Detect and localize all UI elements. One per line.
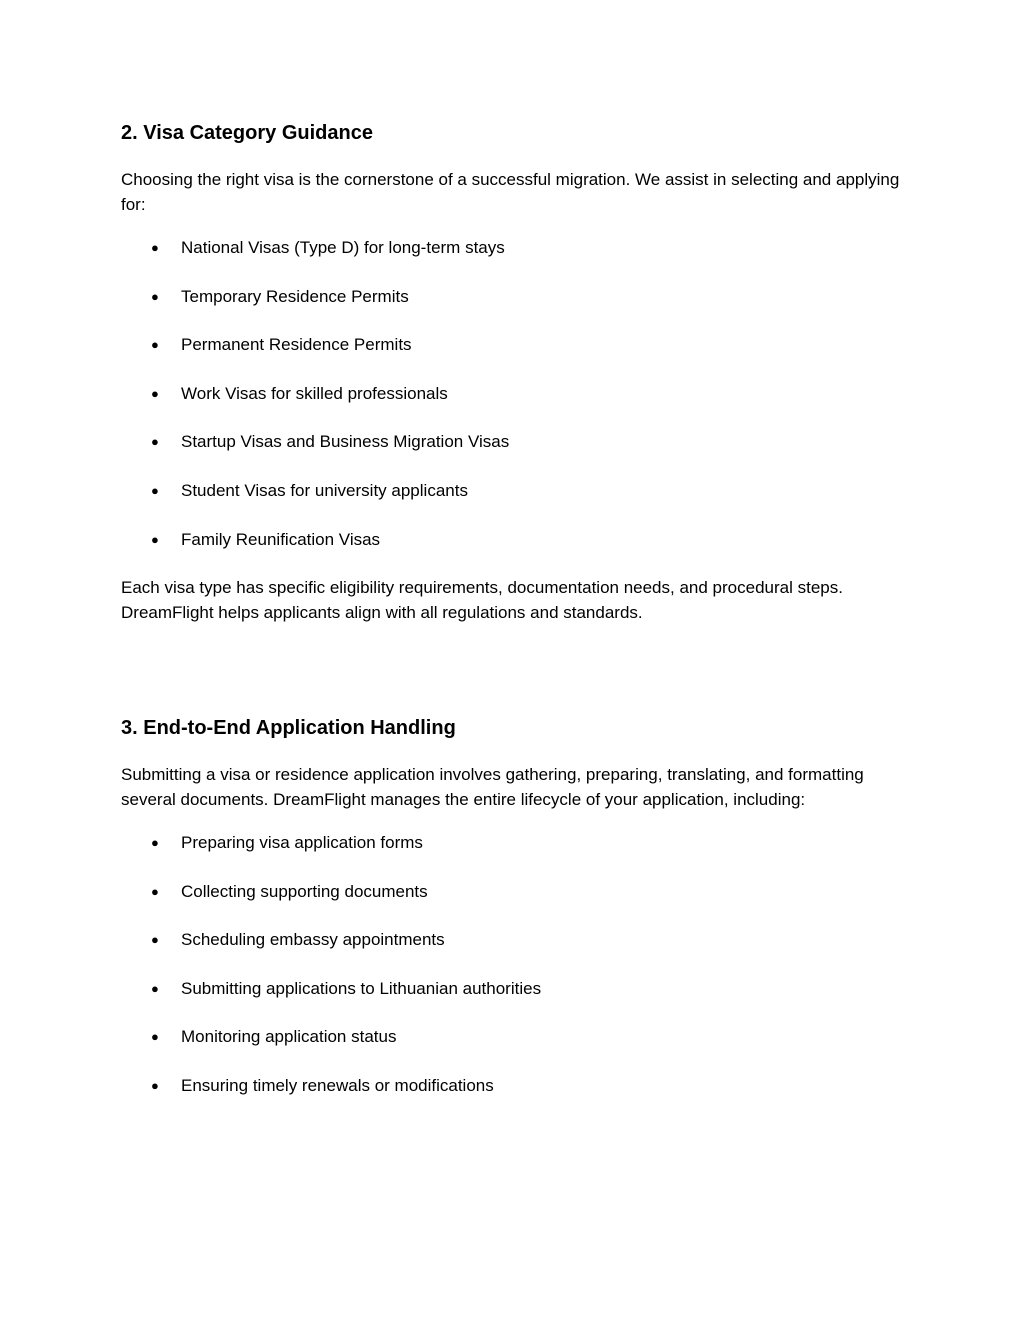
list-item: [121, 236, 921, 260]
list-item: [121, 528, 921, 552]
list-item: [121, 1025, 921, 1049]
list-item-text: Collecting supporting documents: [181, 881, 428, 901]
list-item-text: Permanent Residence Permits: [181, 335, 412, 355]
list-item: [121, 977, 921, 1001]
list-item-text: Monitoring application status: [181, 1027, 397, 1047]
section-heading: 3. End-to-End Application Handling: [121, 717, 456, 739]
list-item: [121, 880, 921, 904]
bullet-icon: ●: [151, 932, 159, 948]
list-item-text: Startup Visas and Business Migration Visas: [181, 432, 510, 452]
list-item: [121, 333, 921, 357]
bullet-icon: ●: [151, 240, 159, 255]
section-outro: Each visa type has specific eligibility requirements, documentation needs, and procedural steps. DreamFlight helps applicants align with all regulations and standards.: [121, 578, 843, 622]
bullet-icon: ●: [151, 835, 159, 850]
list-item: [121, 479, 921, 503]
list-item-text: Ensuring timely renewals or modifications: [181, 1075, 494, 1095]
bullet-icon: ●: [151, 980, 159, 996]
visa-category-section: [121, 118, 921, 625]
bullet-icon: ●: [151, 434, 159, 450]
bullet-icon: ●: [151, 1029, 159, 1045]
list-item: [121, 382, 921, 406]
bullet-icon: ●: [151, 482, 159, 498]
bullet-icon: ●: [151, 531, 159, 547]
list-item-text: Temporary Residence Permits: [181, 286, 409, 306]
bullet-icon: ●: [151, 385, 159, 401]
section-heading: 2. Visa Category Guidance: [121, 122, 373, 144]
visa-type-list: [121, 236, 921, 552]
list-item-text: National Visas (Type D) for long-term stays: [181, 238, 505, 257]
application-handling-section: [121, 713, 921, 1123]
bullet-icon: ●: [151, 288, 159, 304]
list-item: [121, 831, 921, 855]
list-item-text: Family Reunification Visas: [181, 529, 381, 549]
list-item-text: Student Visas for university applicants: [181, 480, 468, 500]
list-item: [121, 430, 921, 454]
bullet-icon: ●: [151, 337, 159, 353]
bullet-icon: ●: [151, 1077, 159, 1093]
list-item-text: Work Visas for skilled professionals: [181, 383, 448, 403]
bullet-icon: ●: [151, 883, 159, 899]
application-steps-list: [121, 831, 921, 1098]
section-intro: Choosing the right visa is the cornerstone of a successful migration. We assist in selecting and applying for:: [121, 170, 900, 214]
list-item: [121, 928, 921, 952]
list-item-text: Scheduling embassy appointments: [181, 930, 445, 950]
list-item: [121, 285, 921, 309]
list-item: [121, 1074, 921, 1098]
list-item-text: Submitting applications to Lithuanian authorities: [181, 978, 542, 998]
list-item-text: Preparing visa application forms: [181, 833, 423, 852]
section-intro: Submitting a visa or residence application involves gathering, preparing, translating, and formatting several documents. DreamFlight manages the entire lifecycle of your application, including:: [121, 765, 864, 809]
